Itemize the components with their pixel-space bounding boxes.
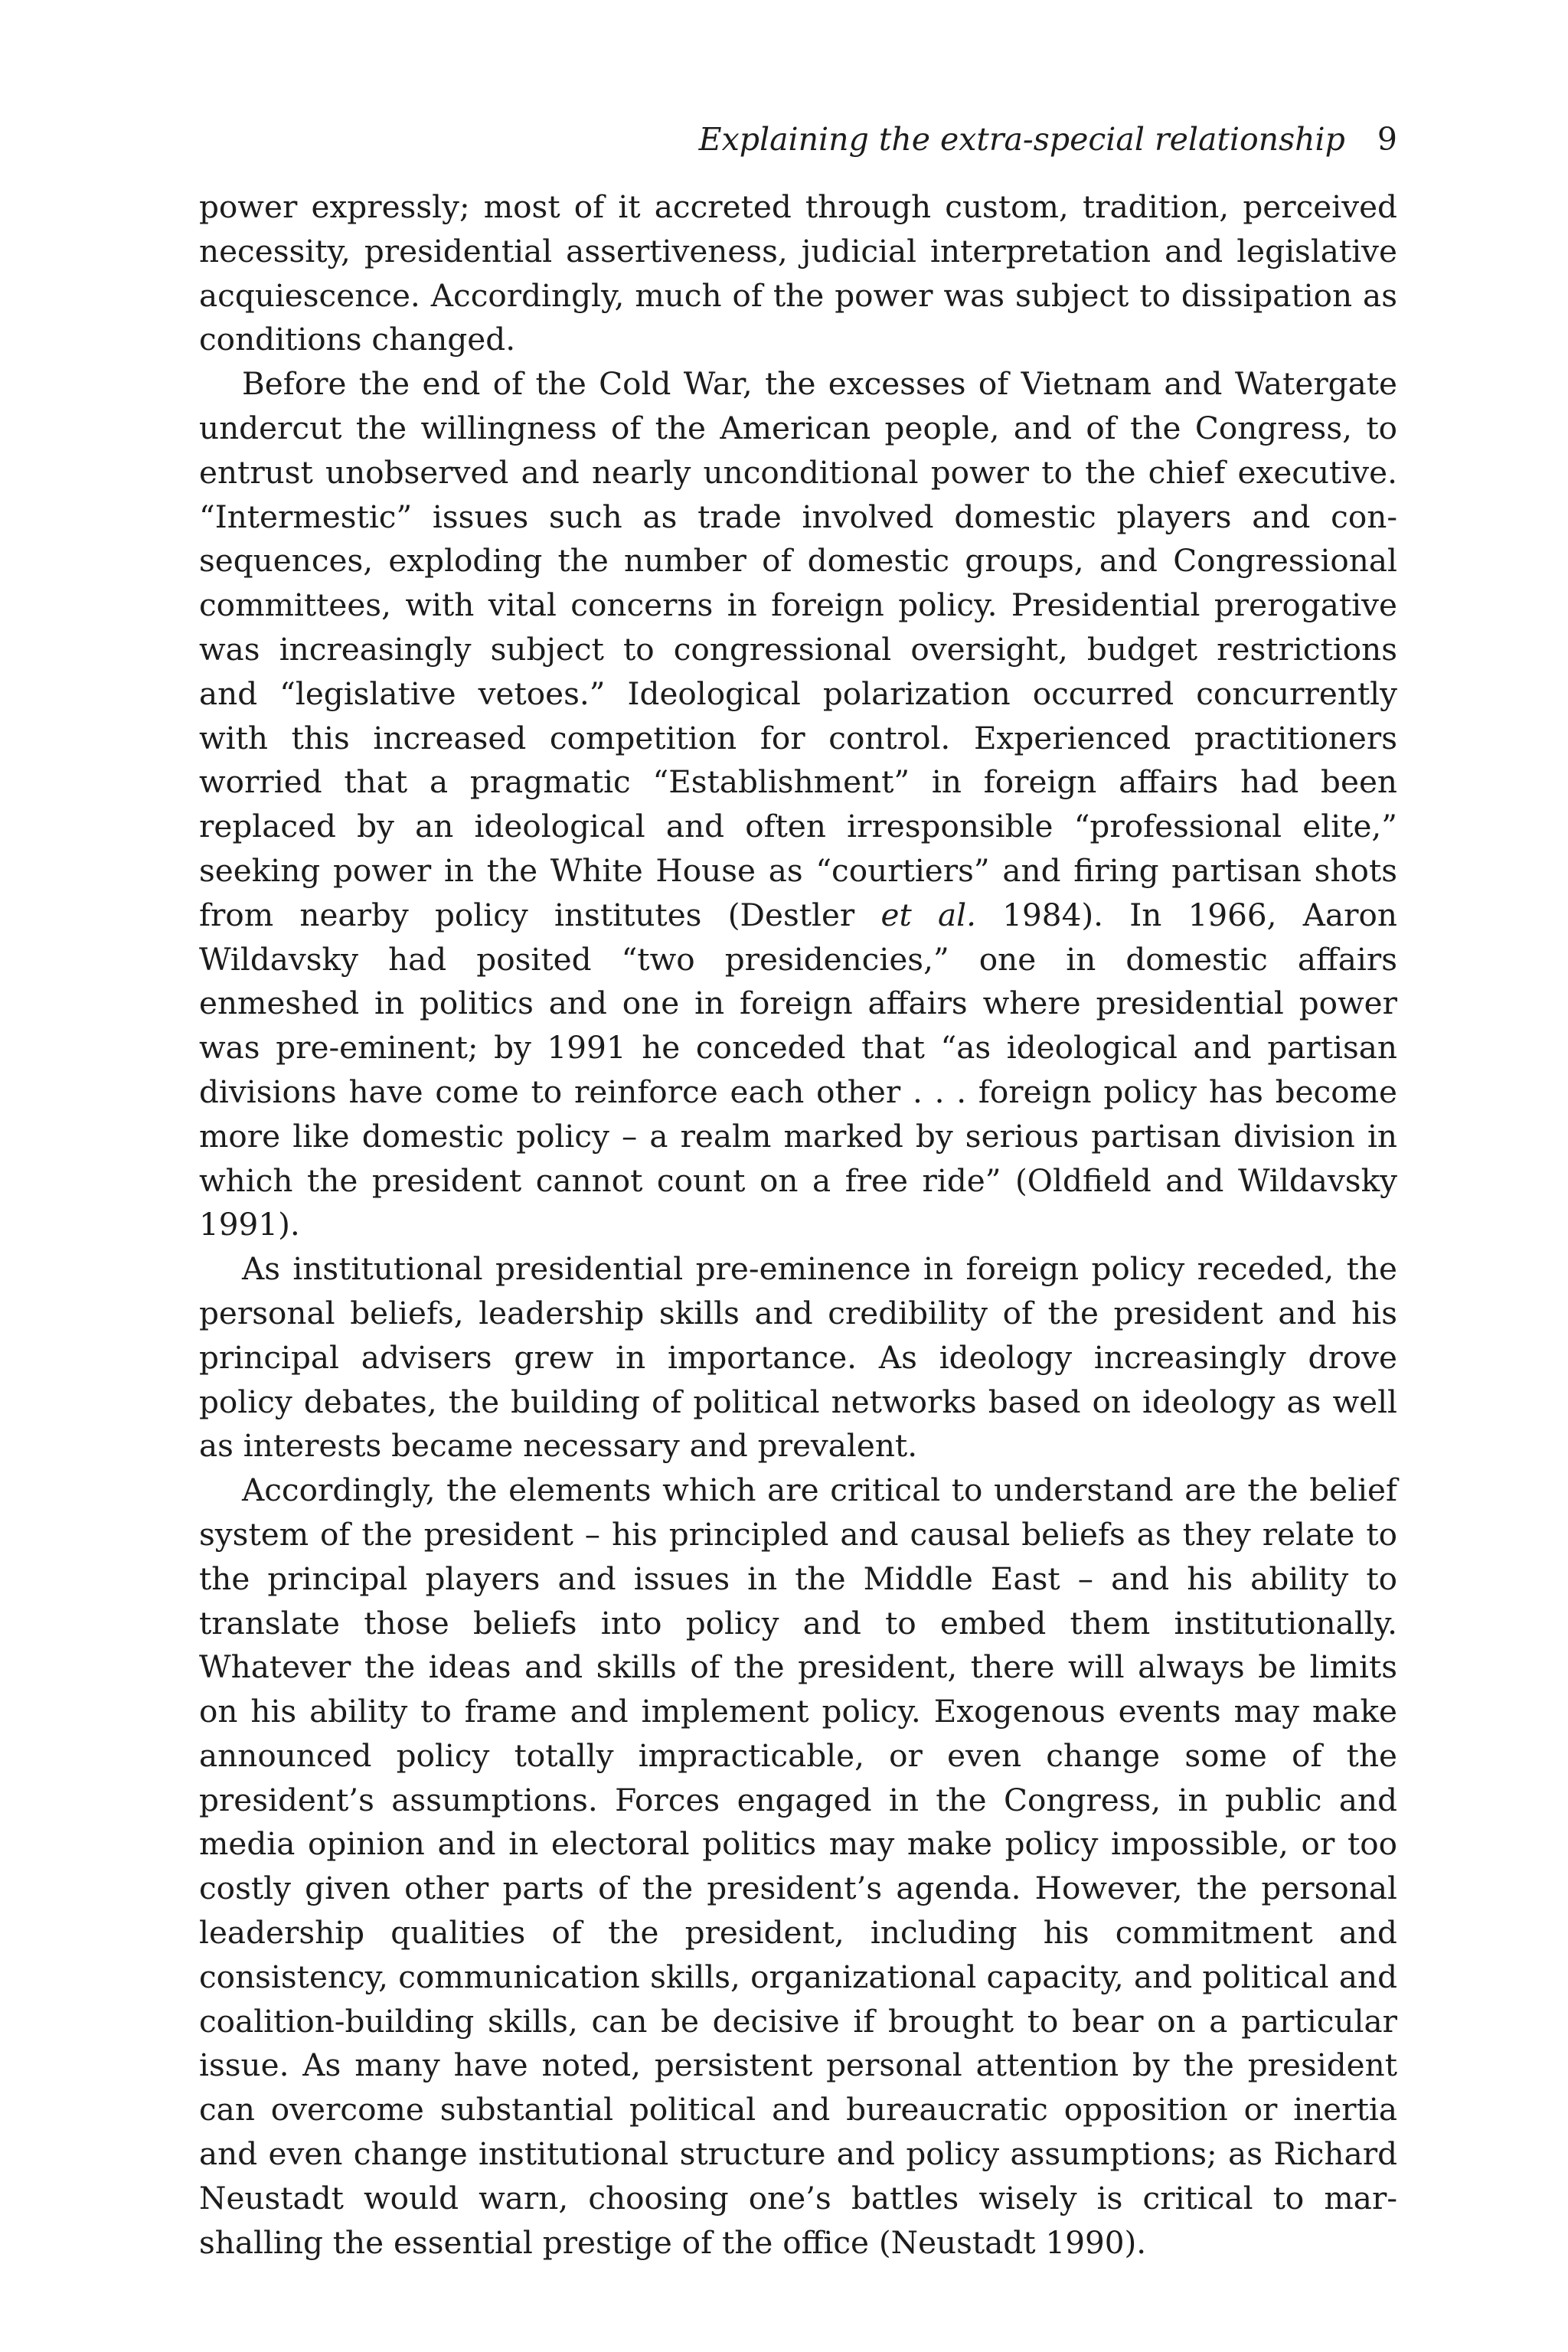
paragraph-continuation: power expressly; most of it accreted through custom, tradition, perceived necessity, presidential assertiveness, judicial interpretation and legislative acquiescence. Accordingly, much of the power was subject to dissipation as conditions changed. [199, 188, 1397, 358]
italic-citation-et-al: et al. [880, 896, 977, 933]
body-text [199, 185, 1397, 2265]
paragraph-cold-war [199, 362, 1397, 1247]
paragraph-text-after-citation: 1984). In 1966, Aaron Wildavsky had posited “two presidencies,” one in domestic affairs enmeshed in politics and one in foreign affairs where presidential power was pre-eminent; by 1991 he conceded that “as ideological and partisan divisions have come to reinforce each other . . . foreign policy has become more like domestic policy – a realm marked by serious partisan division in which the president cannot count on a free ride” (Oldfield and Wildavsky 1991). [199, 896, 1397, 1243]
book-page [199, 115, 1397, 2274]
paragraph-institutional-pre-eminence: As institutional presidential pre-eminence in foreign policy receded, the personal beliefs, leadership skills and credibility of the president and his principal advisers grew in importance. As ideology increasingly drove policy debates, the building of political networks based on ideology as well as interests became necessary and prevalent. [199, 1250, 1397, 1465]
paragraph-belief-system: Accordingly, the elements which are critical to understand are the belief system of the president – his principled and causal beliefs as they relate to the principal players and issues in the Middle East – and his ability to translate those beliefs into policy and to embed them institutionally. Whatever the ideas and skills of the president, there will always be limits on his ability to frame and implement policy. Exogenous events may make announced policy totally impracticable, or even change some of the president’s assumptions. Forces engaged in the Congress, in public and media opinion and in electoral politics may make policy impossible, or too costly given other parts of the president’s agenda. However, the personal leadership qualities of the president, including his commitment and consistency, communication skills, organizational capacity, and political and coalition-building skills, can be decisive if brought to bear on a particular issue. As many have noted, persistent personal attention by the president can overcome substantial political and bureaucratic opposition or inertia and even change institutional structure and policy assumptions; as Richard Neustadt would warn, choosing one’s battles wisely is critical to marshalling the essential prestige of the office (Neustadt 1990). [199, 1472, 1397, 2261]
running-head [699, 115, 1397, 164]
page-number: 9 [1377, 121, 1397, 158]
paragraph-text-before-citation: Before the end of the Cold War, the excesses of Vietnam and Watergate undercut the willingness of the American people, and of the Congress, to entrust unobserved and nearly unconditional power to the chief executive. “Intermestic” issues such as trade involved domestic players and consequences, exploding the number of domestic groups, and Congressional committees, with vital concerns in foreign policy. Presidential prerogative was increasingly subject to congressional oversight, budget restrictions and “legislative vetoes.” Ideological polarization occurred concurrently with this increased competition for control. Experienced practitioners worried that a pragmatic “Establishment” in foreign affairs had been replaced by an ideological and often irresponsible “professional elite,” seeking power in the White House as “courtiers” and firing partisan shots from nearby policy institutes (Destler [199, 365, 1397, 933]
running-head-title: Explaining the extra-special relationship [698, 121, 1345, 158]
